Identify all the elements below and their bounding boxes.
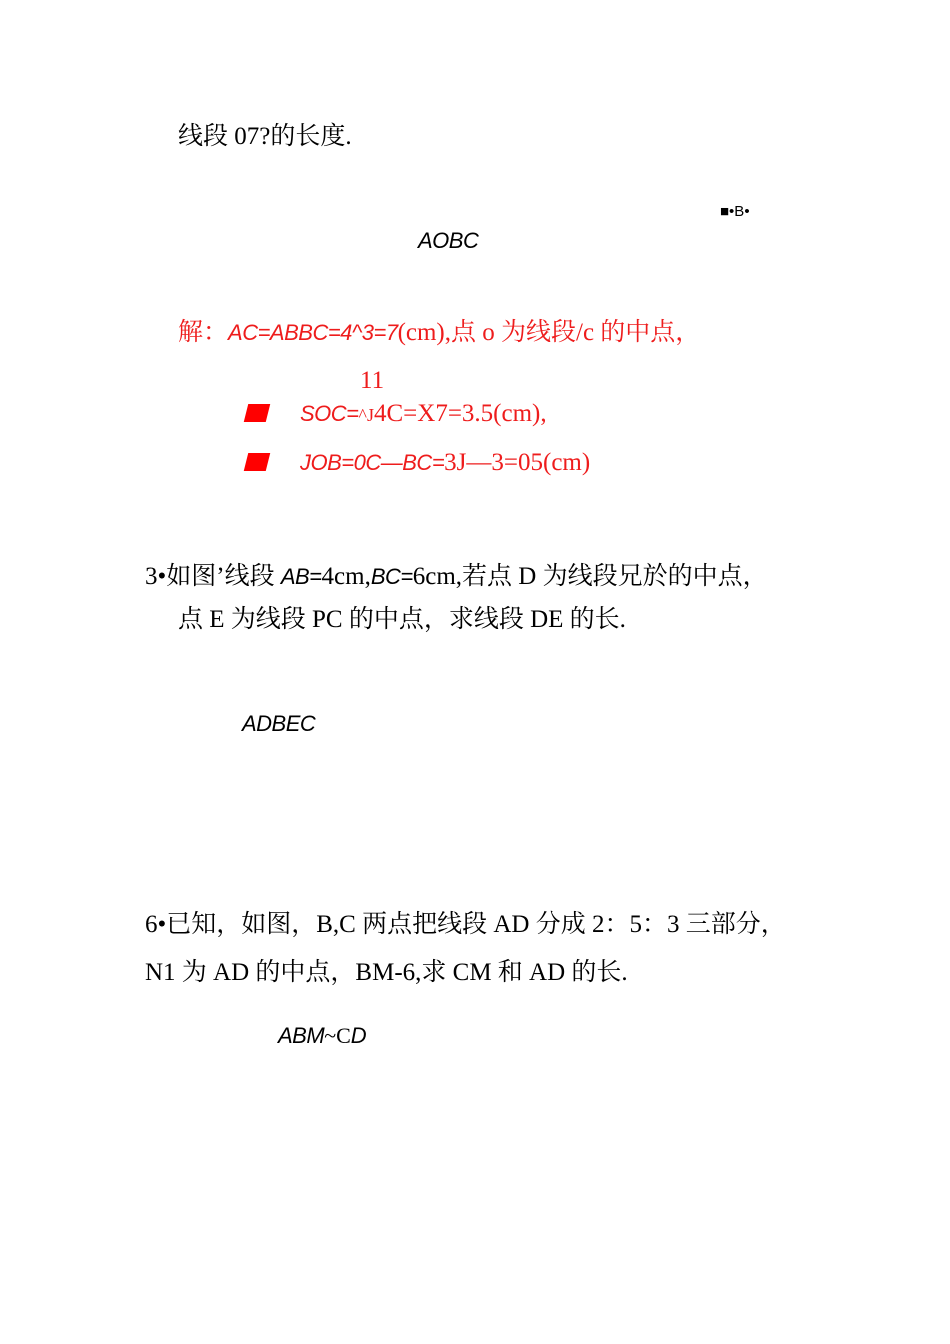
solution-line-2-small: ^J (358, 405, 374, 425)
solution-line-1 (178, 318, 700, 348)
problem3-text-a: 3•如图’线段 (145, 563, 281, 590)
problem6-diagram-part-c: D (350, 1023, 367, 1048)
diagram1-point-marker: ■•B• (720, 203, 750, 220)
problem3-math-ab: AB= (280, 564, 322, 589)
problem6-diagram-part-b: ~C (324, 1023, 351, 1048)
problem6-line-1: 6•已知，如图，B,C 两点把线段 AD 分成 2：5：3 三部分， (145, 911, 786, 938)
problem3-text-b: 4cm, (321, 563, 371, 590)
solution-prefix: 解： (178, 319, 229, 346)
problem6-line-2: N1 为 AD 的中点，BM-6,求 CM 和 AD 的长. (145, 959, 628, 986)
solution-line-2 (300, 399, 547, 430)
problem3-math-bc: BC= (370, 564, 413, 589)
problem3-line-2: 点 E 为线段 PC 的中点，求线段 DE 的长. (178, 606, 626, 633)
solution-fraction-top: 11 (360, 367, 385, 394)
solution-line-2-text: 4C=X7=3.5(cm), (373, 400, 547, 427)
problem3-text-c: 6cm,若点 D 为线段兄於的中点， (412, 563, 768, 590)
solution-bullet-2 (244, 453, 270, 471)
solution-line-2-math: SOC= (300, 401, 359, 426)
solution-line-1-text: (cm),点 o 为线段/c 的中点， (397, 319, 701, 346)
diagram1-points-label: AOBC (418, 228, 479, 253)
solution-bullet-1 (244, 404, 270, 422)
problem3-line-1 (145, 562, 768, 592)
problem6-diagram-part-a: ABM (278, 1023, 325, 1048)
problem3-diagram-label: ADBEC (242, 711, 316, 736)
problem6-diagram-label (278, 1021, 366, 1051)
solution-line-1-math: AC=ABBC=4^3=7 (228, 320, 398, 345)
problem-line-segment-length: 线段 07?的长度. (178, 123, 352, 150)
solution-line-3-math: JOB=0C—BC= (300, 450, 445, 475)
solution-line-3-text: 3J—3=05(cm) (444, 449, 591, 476)
solution-line-3 (300, 448, 590, 478)
